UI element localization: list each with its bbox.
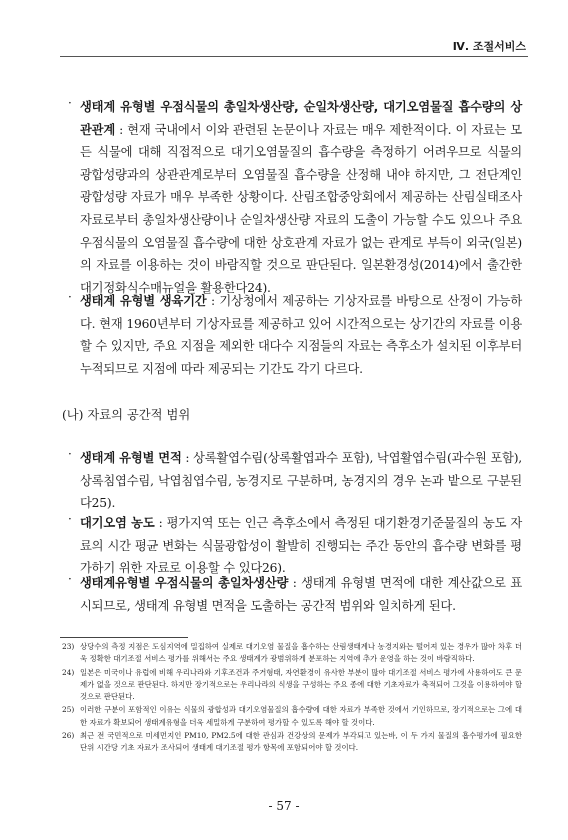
- bullet-body: : 기상청에서 제공하는 기상자료를 바탕으로 산정이 가능하다. 현재 1960년부터 기상자료를 제공하고 있어 시간적으로는 상기간의 자료를 이용할 수 있지만, 주요 지점을 제외한 대다수 지점들의 자료는 측후소가 설치된 이후부터 누적되므로 지점에 따라 제공되는 기간도 각기 다르다.: [80, 294, 523, 376]
- bullet-marker: ·: [68, 572, 72, 586]
- bullet-marker: ·: [68, 96, 72, 110]
- footnote-item: [62, 730, 522, 755]
- bullet-text: [80, 572, 522, 617]
- footnote-text: 최근 전 국민적으로 미세먼지인 PM10, PM2.5에 대한 관심과 건강상의 문제가 부각되고 있는바, 이 두 가지 물질의 흡수평가에 필요한 단위 시간당 기초 자료가 조사되어 생태계 대기조절 평가 항목에 포함되어야 할 것이다.: [80, 731, 522, 753]
- bullet-text: [80, 96, 522, 299]
- bullet-bold-term: 생태계 유형별 우점식물의 총일차생산량, 순일차생산량, 대기오염물질 흡수량의 상관관계: [80, 100, 522, 137]
- chapter-header-title: Ⅳ. 조절서비스: [452, 40, 526, 53]
- bullet-item-correlation: [68, 96, 522, 299]
- header-divider: [60, 56, 528, 57]
- bullet-bold-term: 생태계유형별 우점식물의 총일차생산량: [80, 576, 289, 590]
- bullet-body: : 현재 국내에서 이와 관련된 논문이나 자료는 매우 제한적이다. 이 자료는 모든 식물에 대해 직접적으로 대기오염물질의 흡수량을 측정하기 어려우므로 식물의 광합성량과의 상관관계로부터 오염물질 흡수량을 산정해 내야 하지만, 그 전단계인 광합성량 자료가 매우 부족한 상황이다. 산림조합중앙회에서 제공하는 산림실태조사 자료로부터 총일차생산량이나 순일차생산량 자료의 도출이 가능할 수도 있으나 주요 우점식물의 오염물질 흡수량에 대한 상호관계 자료가 없는 관계로 부득이 외국(일본)의 자료를 이용하는 것이 바람직할 것으로 판단된다. 일본환경성(2014)에서 출간한 대기정화식수매뉴얼을 활용한다24).: [80, 122, 522, 295]
- footnote-text: 이러한 구분이 포함적인 이유는 식물의 광합성과 대기오염물질의 흡수량에 대한 자료가 부족한 것에서 기인하므로, 장기적으로는 그에 대한 자료가 확보되어 생태계유형을 더욱 세밀하게 구분하여 평가할 수 있도록 해야 할 것이다.: [80, 705, 522, 727]
- bullet-item-primary-production: [68, 572, 523, 617]
- bullet-marker: ·: [68, 512, 72, 526]
- footnotes: [62, 641, 522, 756]
- footnote-item: [62, 667, 522, 704]
- bullet-item-area: [68, 447, 523, 515]
- bullet-bold-term: 생태계 유형별 생육기간: [80, 294, 207, 308]
- footnote-number: 26): [62, 731, 75, 741]
- bullet-marker: ·: [68, 447, 72, 461]
- section-heading-spatial-scope: (나) 자료의 공간적 범위: [62, 408, 191, 422]
- bullet-text: [80, 512, 522, 580]
- bullet-body: : 생태계 유형별 면적에 대한 계산값으로 표시되므로, 생태계 유형별 면적을 도출하는 공간적 범위와 일치하게 된다.: [80, 576, 523, 613]
- bullet-text: [80, 290, 522, 380]
- bullet-bold-term: 생태계 유형별 면적: [80, 451, 182, 465]
- bullet-item-growth-period: [68, 290, 523, 380]
- footnote-text: 일본은 미국이나 유럽에 비해 우리나라와 기후조건과 주거형태, 자연환경이 유사한 부분이 많아 대기조절 서비스 평가에 사용하여도 큰 문제가 없을 것으로 판단된다. 하지만 장기적으로는 우리나라의 식생을 구성하는 주요 종에 대한 기초자료가 축적되어 그것을 이용하여야 할 것으로 판단된다.: [80, 667, 522, 702]
- bullet-body: : 상록활엽수림(상록활엽과수 포함), 낙엽활엽수림(과수원 포함), 상록침엽수림, 낙엽침엽수림, 농경지로 구분하며, 농경지의 경우 논과 밭으로 구분된다25).: [80, 451, 523, 511]
- bullet-bold-term: 대기오염 농도: [80, 516, 155, 530]
- bullet-marker: ·: [68, 290, 72, 304]
- bullet-text: [80, 447, 522, 515]
- footnote-number: 24): [62, 667, 75, 677]
- footnote-number: 25): [62, 705, 75, 715]
- footnote-text: 상당수의 측정 지점은 도심지역에 밀집하여 실제로 대기오염 물질을 흡수하는 산림생태계나 농경지와는 떨어져 있는 경우가 많아 차후 더욱 정확한 대기조절 서비스 평가를 위해서는 주요 생태계가 광범위하게 분포하는 지역에 추가 운영을 하는 것이 바람직하다.: [80, 642, 522, 664]
- bullet-item-pollution-concentration: [68, 512, 522, 580]
- bullet-body: : 평가지역 또는 인근 측후소에서 측정된 대기환경기준물질의 농도 자료의 시간 평균 변화는 식물광합성이 활발히 진행되는 주간 동안의 흡수량 변화를 평가하기 위한 자료로 이용할 수 있다26).: [80, 516, 522, 576]
- footnote-divider: [60, 637, 188, 638]
- page-number: - 57 -: [268, 799, 300, 813]
- footnote-item: [62, 704, 522, 729]
- footnote-number: 23): [62, 642, 75, 651]
- footnote-item: [62, 641, 522, 666]
